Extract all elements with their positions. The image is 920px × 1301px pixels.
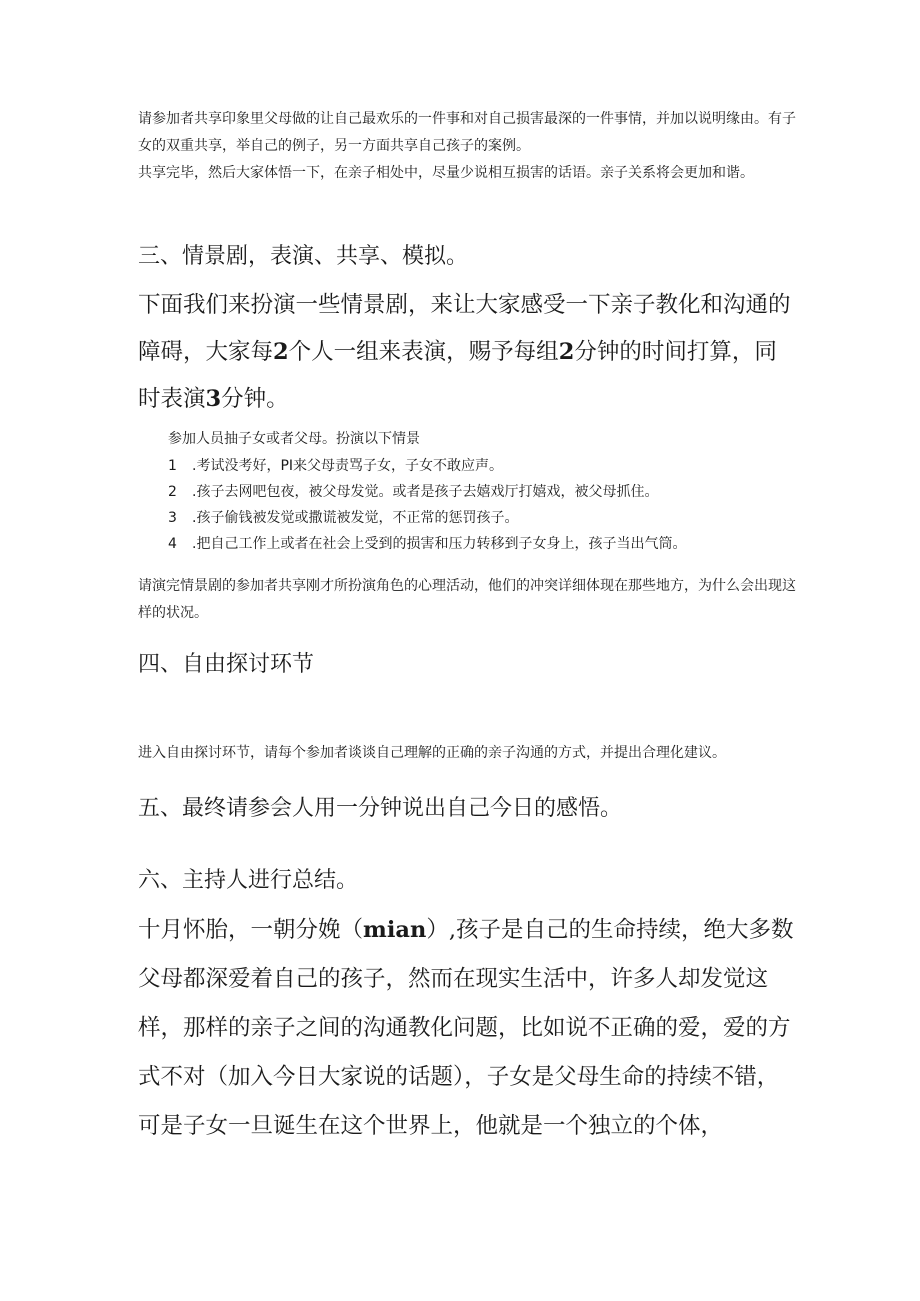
section-3-desc-part2: 个人一组来表演，赐予每组 [288,339,559,365]
section-6-heading: 六、主持人进行总结。 [138,868,359,893]
section-3-desc-part3: 分钟的时间打算，同时表演 [138,339,777,412]
scenario-followup-text: 请演完情景剧的参加者共享刚才所扮演角色的心理活动，他们的冲突详细体现在那些地方，为什么会出现这样的状况。 [138,578,796,621]
section-6-text-part1: 十月怀胎，一朝分娩（ [138,917,364,943]
list-item [168,532,808,556]
list-item [168,506,808,530]
intro-paragraph-1: 请参加者共享印象里父母做的让自己最欢乐的一件事和对自己损害最深的一件事情，并加以说明缘由。有子女的双重共享，举自己的例子，另一方面共享自己孩子的案例。 [138,111,796,154]
section-4-heading: 四、自由探讨环节 [138,652,315,677]
section-3-num3: 3 [205,386,222,412]
scenario-list-intro: 参加人员抽子女或者父母。扮演以下情景 [168,431,420,447]
list-item-text: .把自己工作上或者在社会上受到的损害和压力转移到子女身上，孩子当出气筒。 [192,536,687,552]
section-3-desc-part4: 分钟。 [221,386,289,412]
section-3-num2: 2 [558,339,575,365]
section-6-text-part2: ）,孩子是自己的生命持续，绝大多数父母都深爱着自己的孩子，然而在现实生活中，许多人却发觉这样，那样的亲子之间的沟通教化问题，比如说不正确的爱，爱的方式不对（加入今日大家说的话题），子女是父母生命的持续不错，可是子女一旦诞生在这个世界上，他就是一个独立的个体， [138,917,794,1139]
section-3-desc-part1: 下面我们来扮演一些情景剧，来让大家感受一下亲子教化和沟通的障碍，大家每 [138,292,791,365]
list-item-text: .孩子偷钱被发觉或撒谎被发觉，不正常的惩罚孩子。 [192,510,519,526]
section-3-num1: 2 [273,339,289,365]
scenario-list [168,454,808,556]
list-item-number: 3 [168,510,177,526]
list-item [168,454,808,478]
list-item-number: 1 [168,458,177,474]
list-item-number: 2 [168,484,177,500]
section-5-heading: 五、最终请参会人用一分钟说出自己今日的感悟。 [138,796,623,821]
section-3-heading: 三、情景剧，表演、共享、模拟。 [138,244,469,269]
section-6-summary [138,906,798,1151]
intro-paragraph-2: 共享完毕，然后大家体悟一下，在亲子相处中，尽量少说相互损害的话语。亲子关系将会更加和谐。 [138,165,754,181]
list-item-text: .孩子去网吧包夜，被父母发觉。或者是孩子去嬉戏厅打嬉戏，被父母抓住。 [192,484,659,500]
section-6-pinyin: mian [363,917,427,943]
section-3-description [138,282,798,423]
list-item-text: .考试没考好，PI来父母责骂子女，子女不敢应声。 [192,458,504,474]
list-item [168,480,808,504]
list-item-number: 4 [168,536,177,552]
section-4-text: 进入自由探讨环节，请每个参加者谈谈自己理解的正确的亲子沟通的方式，并提出合理化建议。 [138,745,726,761]
